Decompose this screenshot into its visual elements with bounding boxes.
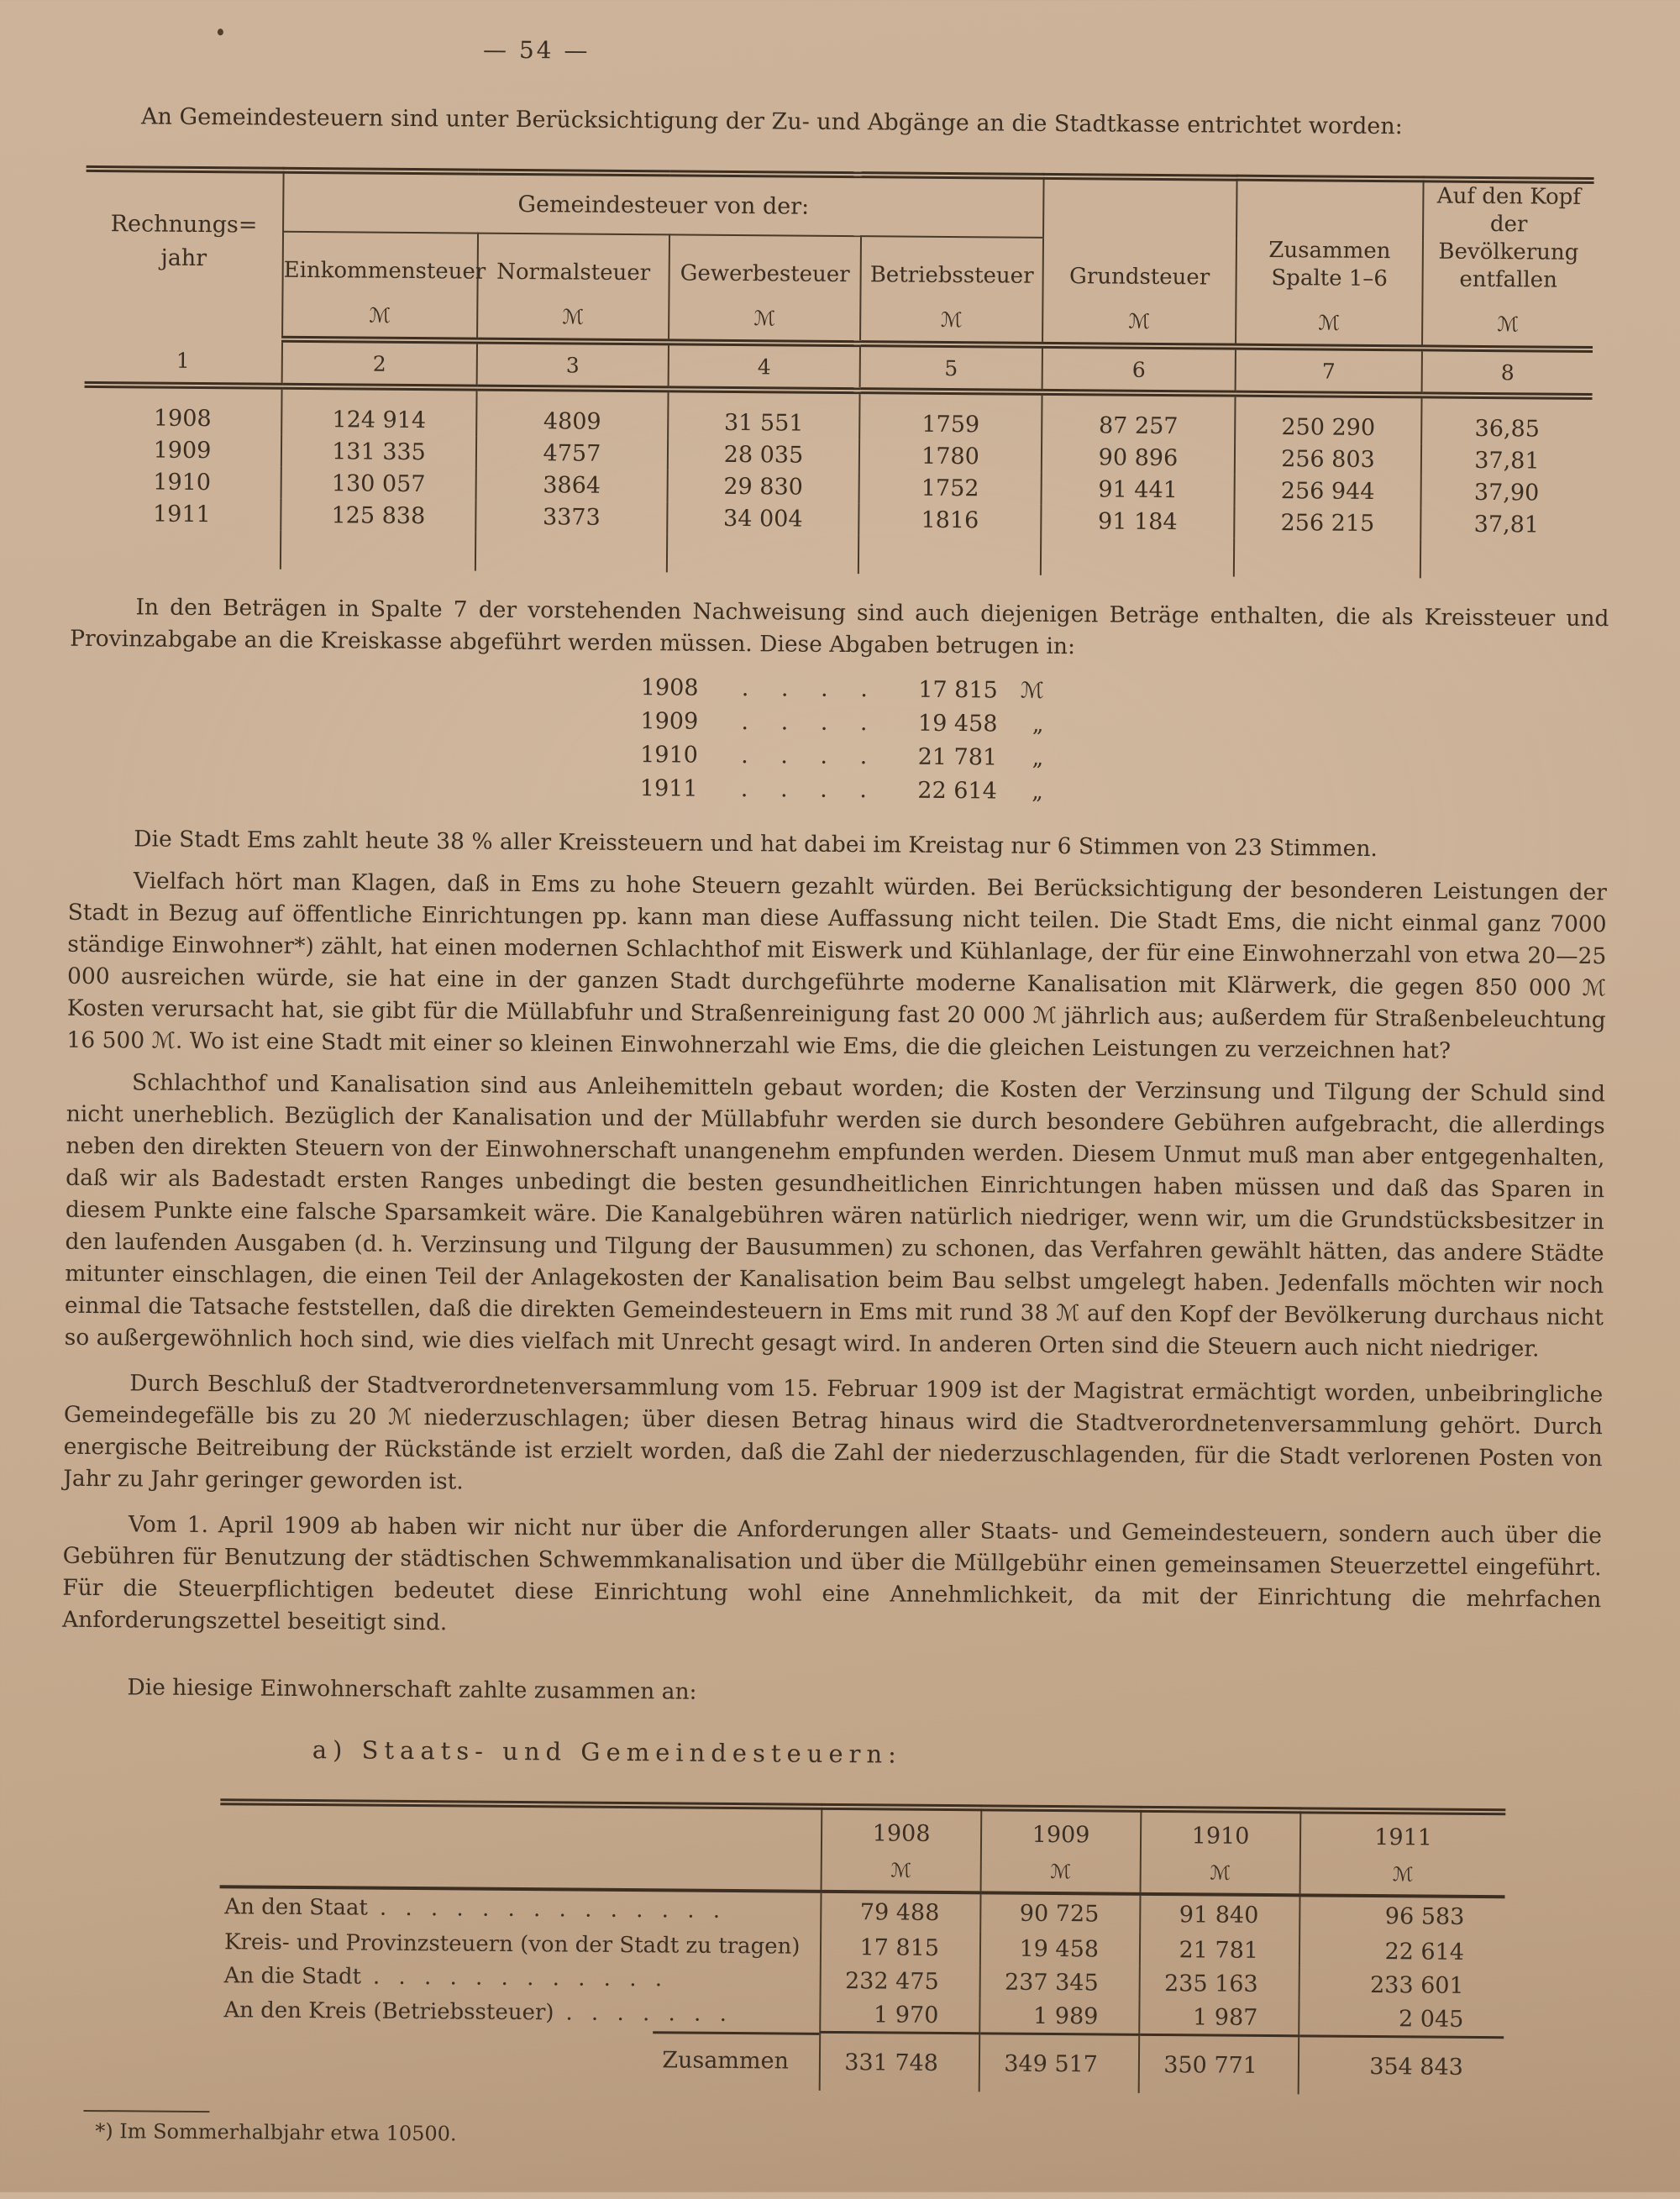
- summary-year-header: 1910 ℳ: [1141, 1809, 1301, 1895]
- footnote-text: *) Im Sommerhalbjahr etwa 10500.: [95, 2119, 457, 2146]
- amount-value: 232 475: [821, 1964, 980, 1998]
- amount-value: 17 815: [918, 676, 998, 704]
- list-item: [640, 705, 1043, 742]
- row-label: An den Staat . . . . . . . . . . . . . .: [224, 1894, 722, 1923]
- amount-value: 79 488: [821, 1892, 980, 1931]
- mark-symbol: ℳ: [1128, 309, 1151, 333]
- amount-value: 96 583: [1299, 1895, 1504, 1935]
- tax-cell: 250 290: [1235, 394, 1421, 444]
- tax-cell: 1759: [859, 391, 1042, 441]
- tax-cell: 130 057: [281, 467, 476, 501]
- tax-cell: 124 914: [281, 386, 476, 437]
- year-label: 1910: [640, 742, 698, 769]
- year-cell: 1908: [153, 405, 212, 432]
- amount-value: 91 840: [1140, 1894, 1299, 1934]
- paragraph-klagen: Vielfach hört man Klagen, daß in Ems zu hohe Steuern gezahlt würden. Bei Berücksichtigung der besonderen Leistungen der Stadt in Bezug auf öffentliche Einrichtungen pp. kann man diese Auffassung nicht teilen. Die Stadt Ems, die nicht einmal ganz 7000 ständige Einwohner*) zählt, hat einen modernen Schlachthof mit Eiswerk und Kühlanlage, der für eine Einwohnerzahl von etwa 20—25 000 ausreichen würde, sie hat eine in der ganzen Stadt durchgeführte moderne Kanalisation mit Klärwerk, die gegen 850 000 ℳ Kosten verursacht hat, sie gibt für die Müllabfuhr und Straßenreinigung fast 20 000 ℳ jährlich aus; außerdem für Straßenbeleuchtung 16 500 ℳ. Wo ist eine Stadt mit einer so kleinen Einwohnerzahl wie Ems, die die gleichen Leistungen zu verzeichnen hat?: [66, 868, 1608, 1064]
- ink-speck: [218, 29, 223, 35]
- total-value: 350 771: [1139, 2034, 1299, 2094]
- col-number: 8: [1422, 348, 1593, 396]
- amount-value: 2 045: [1299, 2001, 1504, 2037]
- col-number: 1: [85, 338, 282, 386]
- year-label: 1909: [640, 708, 699, 735]
- row-label: An den Kreis (Betriebssteuer) . . . . . . .: [223, 1997, 728, 2027]
- tax-table-subheader: Gewerbesteuer ℳ: [669, 234, 861, 344]
- col-number: 2: [282, 339, 477, 388]
- intro-paragraph: An Gemeindesteuern sind unter Berücksichtigung der Zu- und Abgänge an die Stadtkasse entrichtet worden:: [140, 103, 1403, 140]
- dot-leader: [800, 1934, 811, 1960]
- paragraph-steuerzettel: Vom 1. April 1909 ab haben wir nicht nur über die Anforderungen aller Staats- und Gemeindesteuern, sondern auch über die Gebühren für Benutzung der städtischen Schwemmkanalisation und über die Müllgebühr einen gemeinsamen Steuerzettel eingeführt. Für die Steuerpflichtigen bedeutet diese Einrichtung wohl eine Annehmlichkeit, da mit der Einrichtung die mehrfachen Anforderungszettel beseitigt sind.: [61, 1511, 1603, 1636]
- tax-table-zusammen-header: Zusammen Spalte 1–6 ℳ: [1236, 178, 1424, 349]
- tax-cell: 256 215: [1234, 506, 1420, 540]
- mark-symbol: ℳ: [1318, 311, 1341, 335]
- tax-table-year-header: Rechnungs= jahr: [110, 210, 258, 271]
- dot-leader: . . . .: [741, 743, 868, 770]
- dot-leader: . . . . . . . . . . . . . .: [379, 1895, 722, 1923]
- tax-table-subheader: Normalsteuer ℳ: [477, 233, 669, 342]
- col-number: 7: [1236, 347, 1422, 396]
- amount-value: 1 987: [1139, 2000, 1299, 2036]
- tax-cell: 1752: [859, 471, 1042, 505]
- tax-cell: 87 257: [1042, 392, 1235, 443]
- footnote: [83, 2110, 1671, 2155]
- list-item: [640, 772, 1043, 809]
- tax-cell: 37,90: [1421, 475, 1592, 509]
- dot-leader: . . . . . . .: [565, 2000, 728, 2027]
- year-cell: 1909: [153, 437, 212, 464]
- amount-value: 90 725: [980, 1892, 1140, 1932]
- tax-cell: 131 335: [281, 435, 476, 469]
- paragraph-stimmen: Die Stadt Ems zahlt heute 38 % aller Kreissteuern und hat dabei im Kreistag nur 6 Stimmen von 23 Stimmen.: [134, 826, 1378, 863]
- mark-symbol: ℳ: [1497, 312, 1520, 337]
- amount-value: 233 601: [1299, 1967, 1504, 2002]
- footnote-rule: [83, 2110, 209, 2112]
- total-value: 331 748: [820, 2032, 980, 2091]
- abgaben-list: [640, 671, 1044, 809]
- tax-cell: 91 441: [1042, 473, 1235, 506]
- tax-table: [83, 165, 1594, 580]
- currency-unit: ℳ: [1020, 678, 1044, 704]
- dot-leader: . . . .: [740, 776, 868, 804]
- mark-symbol: ℳ: [1392, 1864, 1414, 1887]
- amount-value: 1 989: [979, 1998, 1139, 2034]
- tax-cell: 31 551: [668, 389, 859, 439]
- tax-table-subheader: Einkommensteuer ℳ: [282, 231, 478, 340]
- dot-leader: . . . .: [741, 675, 868, 703]
- tax-cell: 3864: [476, 469, 668, 502]
- summary-year-header: 1909 ℳ: [981, 1808, 1142, 1893]
- amount-value: 21 781: [1140, 1933, 1299, 1967]
- amount-value: 235 163: [1140, 1966, 1299, 2001]
- col-number: 5: [860, 344, 1042, 392]
- mark-symbol: ℳ: [562, 305, 585, 329]
- year-cell: 1911: [152, 501, 211, 527]
- year-label: 1908: [640, 674, 699, 701]
- dot-leader: . . . . . . . . . . . .: [372, 1964, 664, 1992]
- year-label: 1911: [639, 775, 698, 802]
- ditto-mark: „: [1032, 779, 1043, 805]
- tax-cell: 34 004: [667, 501, 858, 535]
- tax-cell: 91 184: [1041, 505, 1234, 538]
- list-item: [640, 738, 1043, 775]
- amount-value: 237 345: [980, 1965, 1140, 1999]
- mark-symbol: ℳ: [1210, 1862, 1231, 1885]
- col-number: 3: [477, 341, 669, 390]
- paragraph-spalte7: In den Beträgen in Spalte 7 der vorstehenden Nachweisung sind auch diejenigen Beträge enthalten, die als Kreissteuer und Provinzabgabe an die Kreiskasse abgeführt werden müssen. Diese Abgaben betrugen in:: [70, 594, 1609, 660]
- tax-cell: 90 896: [1042, 441, 1235, 475]
- paragraph-schlachthof: Schlachthof und Kanalisation sind aus Anleihemitteln gebaut worden; die Kosten der Verzinsung und Tilgung der Schuld sind nicht unerheblich. Bezüglich der Kanalisation und der Müllabfuhr werden sie durch besondere Gebühren aufgebracht, die allerdings neben den direkten Steuern von der Einwohnerschaft unangenehm empfunden werden. Diesem Unmut muß man aber entgegenhalten, daß wir als Badestadt ersten Ranges unbedingt die besten gesundheitlichen Einrichtungen haben müssen und daß das Sparen in diesem Punkte eine falsche Sparsamkeit wäre. Die Kanalgebühren wären natürlich niedriger, wenn wir, um die Grundstücksbesitzer in den laufenden Ausgaben (d. h. Verzinsung und Tilgung der Bausummen) zu schonen, das Verfahren gewählt hätten, das andere Städte mitunter einschlagen, die einen Teil der Anlagekosten der Kanalisation beim Bau selbst umgelegt haben. Jedenfalls möchten wir noch einmal die Tatsache feststellen, daß die direkten Gemeindesteuern in Ems mit rund 38 ℳ auf den Kopf der Bevölkerung durchaus nicht so außergewöhnlich hoch sind, wie dies vielfach mit Unrecht gesagt wird. In anderen Orten sind die Steuern auch nicht niedriger.: [64, 1069, 1606, 1362]
- tax-cell: 3373: [475, 501, 667, 534]
- mark-symbol: ℳ: [1050, 1860, 1072, 1884]
- total-row: [218, 2028, 1504, 2097]
- tax-cell: 37,81: [1420, 507, 1591, 541]
- tax-cell: 256 944: [1235, 475, 1421, 508]
- tax-table-perkopf-header: Auf den Kopf der Bevölkerung entfallen ℳ: [1422, 179, 1594, 349]
- amount-value: 22 614: [917, 777, 997, 805]
- page-number: — 54 —: [482, 35, 591, 65]
- amount-value: 19 458: [917, 710, 998, 737]
- mark-symbol: ℳ: [940, 307, 963, 333]
- total-value: 349 517: [979, 2034, 1140, 2093]
- tax-cell: 4809: [476, 388, 668, 438]
- total-value: 354 843: [1299, 2036, 1504, 2096]
- tax-cell: 29 830: [668, 470, 859, 503]
- dot-leader: . . . .: [741, 709, 868, 737]
- amount-value: 21 781: [917, 743, 998, 771]
- ditto-mark: „: [1032, 711, 1044, 737]
- amount-value: 1 970: [820, 1997, 979, 2034]
- col-number: 4: [669, 342, 860, 391]
- tax-cell: 256 803: [1235, 443, 1421, 476]
- paragraph-beschluss: Durch Beschluß der Stadtverordnetenversammlung vom 15. Februar 1909 ist der Magistrat ermächtigt worden, unbeibringliche Gemeindegefälle bis zu 20 ℳ niederzuschlagen; über diesen Betrag hinaus wird die Stadtverordnetenversammlung gehört. Durch energische Beitreibung der Rückstände ist erzielt worden, daß die Zahl der niederzuschlagenden, für die Stadt verlorenen Posten von Jahr zu Jahr geringer geworden ist.: [63, 1370, 1604, 1495]
- year-cell: 1910: [153, 469, 212, 496]
- row-label: Kreis- und Provinzsteuern (von der Stadt zu tragen): [219, 1925, 821, 1964]
- mark-symbol: ℳ: [369, 303, 391, 328]
- mark-symbol: ℳ: [890, 1860, 912, 1882]
- col-number: 6: [1042, 345, 1236, 394]
- total-rule: [653, 2031, 819, 2035]
- list-item: [641, 671, 1044, 708]
- tax-table-grundsteuer-header: Grundsteuer ℳ: [1042, 176, 1237, 347]
- amount-value: 17 815: [821, 1930, 980, 1965]
- summary-year-header: 1908 ℳ: [822, 1807, 982, 1892]
- paragraph-einwohnerschaft: Die hiesige Einwohnerschaft zahlte zusammen an:: [127, 1674, 697, 1705]
- tax-cell: 36,85: [1421, 395, 1592, 445]
- summary-header-blank: [220, 1802, 822, 1892]
- tax-cell: 125 838: [281, 499, 475, 533]
- tax-cell: 1816: [858, 503, 1041, 537]
- tax-cell: 28 035: [668, 438, 859, 471]
- ditto-mark: „: [1032, 745, 1044, 771]
- amount-value: 22 614: [1299, 1934, 1504, 1969]
- tax-table-group-header: Gemeindesteuer von der:: [283, 171, 1044, 238]
- tax-table-subheader: Betriebssteuer ℳ: [860, 236, 1043, 345]
- tax-cell: 37,81: [1421, 443, 1592, 477]
- summary-table: [218, 1798, 1506, 2096]
- tax-cell: 4757: [476, 437, 668, 470]
- row-label: An die Stadt . . . . . . . . . . . .: [223, 1963, 664, 1992]
- amount-value: 19 458: [980, 1931, 1140, 1965]
- tax-cell: 1780: [859, 439, 1042, 473]
- total-label-cell: Zusammen: [218, 2028, 821, 2091]
- summary-year-header: 1911 ℳ: [1300, 1810, 1506, 1897]
- mark-symbol: ℳ: [753, 307, 776, 331]
- section-a-heading: a) Staats- und Gemeindesteuern:: [312, 1735, 903, 1769]
